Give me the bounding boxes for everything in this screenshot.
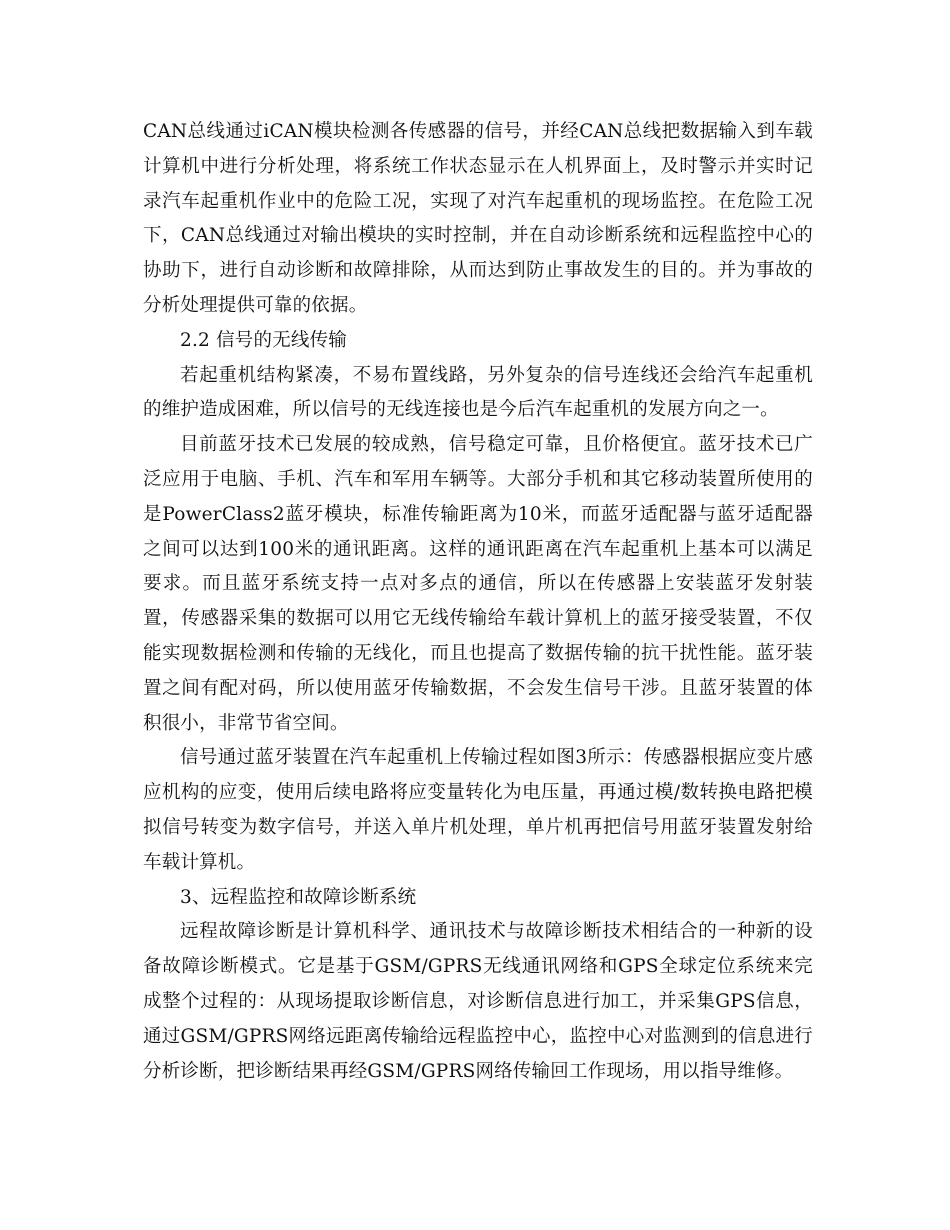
paragraph-signal-process: 信号通过蓝牙装置在汽车起重机上传输过程如图3所示：传感器根据应变片感应机构的应变，使用后续电路将应变量转化为电压量，再通过模/数转换电路把模拟信号转变为数字信号，并送入单片机处理，单片机再把信号用蓝牙装置发射给车载计算机。 (143, 747, 813, 873)
paragraph-bluetooth: 目前蓝牙技术已发展的较成熟，信号稳定可靠，且价格便宜。蓝牙技术已广泛应用于电脑、手机、汽车和军用车辆等。大部分手机和其它移动装置所使用的是PowerClass2蓝牙模块，标准传输距离为10米，而蓝牙适配器与蓝牙适配器之间可以达到100米的通讯距离。这样的通讯距离在汽车起重机上基本可以满足要求。而且蓝牙系统支持一点对多点的通信，所以在传感器上安装蓝牙发射装置，传感器采集的数据可以用它无线传输给车载计算机上的蓝牙接受装置，不仅能实现数据检测和传输的无线化，而且也提高了数据传输的抗干扰性能。蓝牙装置之间有配对码，所以使用蓝牙传输数据，不会发生信号干涉。且蓝牙装置的体积很小，非常节省空间。 (143, 434, 813, 734)
paragraph-can-bus: CAN总线通过iCAN模块检测各传感器的信号，并经CAN总线把数据输入到车载计算机中进行分析处理，将系统工作状态显示在人机界面上，及时警示并实时记录汽车起重机作业中的危险工况，实现了对汽车起重机的现场监控。在危险工况下，CAN总线通过对输出模块的实时控制，并在自动诊断系统和远程监控中心的协助下，进行自动诊断和故障排除，从而达到防止事故发生的目的。并为事故的分析处理提供可靠的依据。 (143, 121, 813, 316)
document-page (143, 115, 813, 1089)
paragraph-remote-diagnosis: 远程故障诊断是计算机科学、通讯技术与故障诊断技术相结合的一种新的设备故障诊断模式。它是基于GSM/GPRS无线通讯网络和GPS全球定位系统来完成整个过程的：从现场提取诊断信息，对诊断信息进行加工，并采集GPS信息，通过GSM/GPRS网络远距离传输给远程监控中心，监控中心对监测到的信息进行分析诊断，把诊断结果再经GSM/GPRS网络传输回工作现场，用以指导维修。 (143, 921, 813, 1082)
section-heading-remote: 3、远程监控和故障诊断系统 (180, 886, 417, 908)
section-heading-wireless: 2.2 信号的无线传输 (180, 329, 348, 351)
paragraph-wireless-intro: 若起重机结构紧凑，不易布置线路，另外复杂的信号连线还会给汽车起重机的维护造成困难，所以信号的无线连接也是今后汽车起重机的发展方向之一。 (143, 364, 813, 421)
